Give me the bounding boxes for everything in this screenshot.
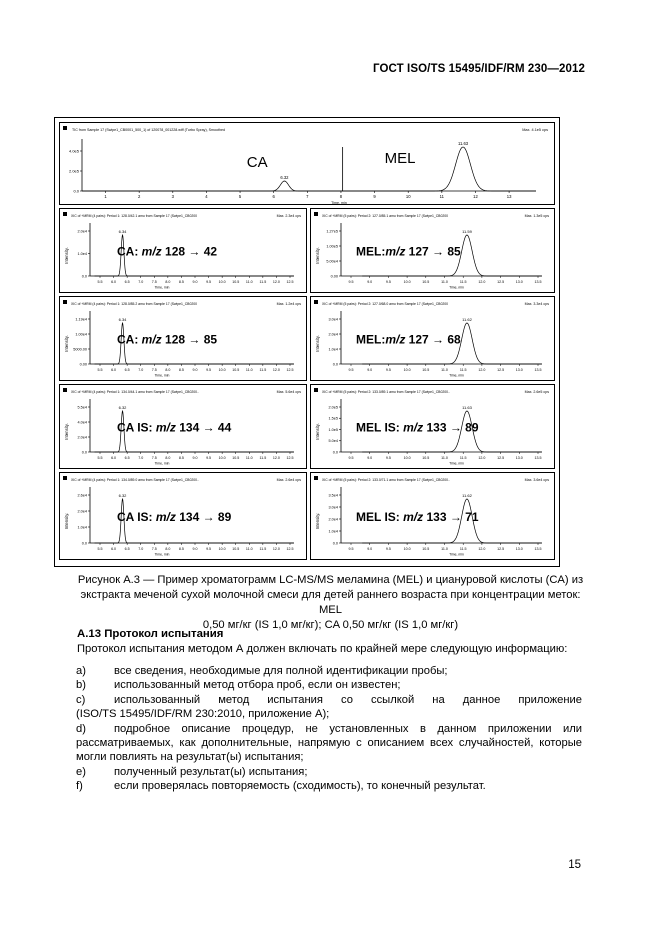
y-tick-label: 5000.00	[73, 347, 87, 352]
transition-label	[356, 421, 479, 435]
x-tick-label: 13.5	[534, 280, 542, 284]
list-item	[76, 664, 582, 678]
x-tick-label: 11.5	[459, 368, 467, 372]
x-tick-label: 12	[473, 194, 478, 199]
x-tick-label: 9.0	[192, 456, 198, 460]
y-tick-label: 5.0e4	[328, 439, 338, 444]
figure-caption	[70, 573, 591, 633]
panel-max: Max. 3.3e4 cps	[524, 302, 549, 306]
x-tick-label: 5.5	[97, 547, 103, 551]
compound-label-mel: MEL	[384, 150, 416, 167]
x-tick-label: 13.0	[515, 280, 523, 284]
x-tick-label: 9.5	[206, 280, 212, 284]
mel-127-68-panel	[310, 296, 555, 381]
y-tick-label: 1.0e4	[328, 347, 338, 352]
peak-label: 6.32	[280, 175, 289, 180]
x-tick-label: 6.5	[124, 280, 130, 284]
x-tick-label: 12.5	[286, 547, 294, 551]
panel-max: Max. 2.3e4 cps	[276, 214, 301, 218]
y-tick-label: 4.0e5	[68, 148, 79, 154]
y-tick-label: 2.0e4	[328, 332, 338, 337]
y-tick-label: 0.00	[79, 362, 87, 367]
y-tick-label: 0.0	[81, 274, 87, 279]
x-tick-label: 10.0	[218, 547, 226, 551]
y-tick-label: 2.6e4	[77, 493, 87, 498]
x-tick-label: 13.5	[534, 368, 542, 372]
y-axis-title: Intensity.	[64, 335, 69, 352]
x-tick-label: 6.5	[124, 456, 130, 460]
x-tick-label: 11.0	[245, 547, 253, 551]
peak-label: 11.62	[462, 493, 472, 498]
x-tick-label: 11.5	[459, 456, 467, 460]
x-tick-label: 4	[205, 194, 208, 199]
x-axis-title: Time, min	[449, 285, 464, 290]
x-tick-label: 10.5	[232, 547, 240, 551]
y-tick-label: 1.00e4	[75, 332, 87, 337]
y-axis-title: Intensity.	[64, 423, 69, 440]
x-tick-label: 6.5	[124, 547, 130, 551]
transition-ions: 133 → 89	[423, 420, 479, 435]
peak-label: 6.32	[118, 405, 127, 410]
ca-is-134-89-panel	[59, 472, 307, 560]
panel-marker	[63, 300, 67, 304]
x-axis-title: Time, min	[154, 552, 170, 557]
transition-ions: 127 → 68	[405, 332, 461, 347]
caption-line-1: Рисунок А.3 — Пример хроматограмм LC-MS/MS меламина (MEL) и циануровой кислоты (CA) из	[77, 574, 584, 586]
x-tick-label: 8.0	[165, 547, 171, 551]
peak-label: 11.63	[457, 141, 469, 146]
x-tick-label: 8.5	[178, 456, 184, 460]
tic-trace	[82, 147, 536, 191]
y-tick-label: 1.0e5	[328, 427, 338, 432]
x-tick-label: 10.0	[218, 368, 226, 372]
list-item	[76, 693, 582, 707]
list-item-text: полученный результат(ы) испытания;	[114, 765, 308, 778]
chromatogram-figure	[54, 117, 560, 567]
x-tick-label: 3	[171, 194, 174, 199]
x-axis-title: Time, min	[154, 285, 170, 290]
x-tick-label: 11.0	[441, 280, 448, 284]
y-tick-label: 1.0e4	[328, 529, 338, 534]
y-tick-label: 0.0	[81, 541, 87, 546]
panel-marker	[63, 212, 67, 216]
x-tick-label: 6.0	[111, 547, 117, 551]
y-tick-label: 4.0e4	[77, 420, 87, 425]
transition-label	[117, 245, 217, 259]
transition-mz: m/z	[403, 420, 424, 435]
tic-chromatogram-svg	[60, 123, 554, 204]
x-tick-label: 2	[137, 194, 141, 199]
x-tick-label: 12.0	[272, 547, 280, 551]
list-item-continuation	[76, 707, 582, 721]
x-tick-label: 11.5	[259, 368, 267, 372]
list-item	[76, 722, 582, 736]
transition-species: CA IS:	[117, 510, 156, 524]
x-tick-label: 5.5	[97, 368, 103, 372]
caption-line-2: экстракта меченой сухой молочной смеси для детей раннего возраста при концентрации меток: MEL	[80, 589, 581, 616]
x-tick-label: 9.5	[385, 368, 391, 372]
transition-species: MEL IS:	[356, 510, 404, 524]
x-tick-label: 12.0	[272, 456, 280, 460]
y-axis-title: Intensity.	[315, 512, 320, 530]
x-tick-label: 11.0	[245, 456, 253, 460]
ca-128-85-panel	[59, 296, 307, 381]
panel-marker	[63, 388, 67, 392]
peak-label: 11.59	[462, 229, 472, 234]
list-item-label: e)	[76, 765, 86, 778]
x-tick-label: 10.0	[403, 547, 411, 551]
ca-128-42-panel	[59, 208, 307, 293]
x-tick-label: 9.5	[385, 280, 391, 284]
x-tick-label: 12.0	[478, 456, 486, 460]
panel-marker	[314, 300, 318, 304]
transition-label	[117, 510, 232, 524]
x-tick-label: 11.0	[441, 456, 448, 460]
xic-chromatogram-svg	[311, 385, 554, 468]
page-number: 15	[568, 859, 581, 871]
x-tick-label: 10.5	[422, 456, 430, 460]
panel-marker	[314, 388, 318, 392]
transition-ions: 128 → 42	[161, 244, 218, 259]
x-tick-label: 11.5	[259, 280, 267, 284]
panel-title: XIC of +MRM (5 pairs): Period 2: 133.0/71.1 amu from Sample 17 (Swipe1_CB0200..	[322, 478, 450, 482]
list-item-label: f)	[76, 780, 83, 793]
x-tick-label: 13.5	[534, 547, 542, 551]
x-tick-label: 12.5	[497, 368, 505, 372]
transition-ions: 134 → 44	[175, 420, 232, 435]
x-tick-label: 10.5	[422, 280, 430, 284]
x-tick-label: 7.0	[138, 547, 144, 551]
panel-max: Max. 3.6e4 cps	[524, 478, 549, 482]
y-tick-label: 1.19e4	[75, 317, 87, 322]
x-axis-title: Time, min	[449, 552, 464, 557]
panel-max: Max. 1.2e4 cps	[276, 302, 301, 306]
peak-label: 11.62	[462, 317, 472, 322]
x-axis-title: Time, min	[154, 373, 170, 378]
list-item-label: c)	[76, 693, 86, 706]
x-tick-label: 9.0	[192, 368, 198, 372]
mel-is-133-89-panel	[310, 384, 555, 469]
y-tick-label: 0.0	[332, 450, 338, 455]
x-tick-label: 9.5	[206, 368, 212, 372]
panel-marker	[314, 212, 318, 216]
panel-title: XIC of +MRM (4 pairs): Period 1: 134.0/44.1 amu from Sample 17 (Swipe1_CB0200..	[71, 390, 199, 394]
report-requirements-list	[76, 664, 582, 794]
transition-ions: 127 → 85	[405, 244, 461, 259]
x-tick-label: 7.5	[151, 368, 157, 372]
list-item-text: рассматриваемых, как дополнительные, напрямую с описанием всех случайностей, которые могли повлиять на результат(ы) испытания;	[76, 737, 582, 764]
x-tick-label: 11.5	[259, 456, 267, 460]
x-tick-label: 11	[439, 194, 445, 199]
y-tick-label: 0.0	[73, 188, 79, 194]
panel-max: Max. 2.6e5 cps	[524, 390, 549, 394]
x-tick-label: 6.0	[111, 280, 117, 284]
y-tick-label: 3.0e4	[328, 505, 338, 510]
list-item	[76, 765, 582, 779]
xic-chromatogram-svg	[311, 297, 554, 380]
compound-label-ca: CA	[246, 154, 268, 171]
transition-species: CA:	[117, 332, 142, 347]
x-tick-label: 8.5	[178, 280, 184, 284]
y-axis-title: Intensity.	[315, 335, 320, 352]
transition-label	[117, 333, 217, 347]
y-tick-label: 1.0e4	[77, 251, 87, 256]
x-tick-label: 11.5	[459, 547, 467, 551]
xic-chromatogram-svg	[60, 209, 306, 292]
y-tick-label: 0.00	[330, 274, 338, 279]
x-tick-label: 8.5	[178, 368, 184, 372]
x-tick-label: 10	[405, 194, 411, 199]
x-tick-label: 8.0	[165, 368, 171, 372]
x-tick-label: 9.0	[192, 547, 198, 551]
x-tick-label: 10.0	[403, 456, 411, 460]
y-tick-label: 2.0e4	[77, 229, 87, 234]
x-axis-title: Time, min	[449, 373, 464, 378]
transition-species: CA IS:	[117, 420, 156, 435]
transition-label	[356, 245, 461, 259]
x-tick-label: 11.5	[259, 547, 267, 551]
x-tick-label: 7.5	[151, 547, 157, 551]
x-tick-label: 8.0	[165, 280, 171, 284]
y-tick-label: 0.0	[332, 362, 338, 367]
x-tick-label: 13	[506, 194, 512, 199]
x-tick-label: 6.0	[111, 368, 117, 372]
list-item-text: использованный метод отбора проб, если он известен;	[114, 679, 401, 692]
x-tick-label: 11.5	[459, 280, 467, 284]
x-tick-label: 12.0	[478, 547, 486, 551]
x-tick-label: 10.5	[232, 456, 240, 460]
panel-title: XIC of +MRM (5 pairs): Period 2: 127.0/68.0 amu from Sample 17 (Swipe1_CB0200	[322, 302, 448, 306]
x-tick-label: 5	[238, 194, 242, 199]
x-tick-label: 8.0	[165, 456, 171, 460]
panel-marker	[63, 126, 67, 130]
panel-max: Max. 2.6e4 cps	[276, 478, 301, 482]
x-tick-label: 12.5	[286, 456, 294, 460]
y-tick-label: 2.0e5	[68, 168, 79, 174]
x-tick-label: 11.0	[245, 280, 253, 284]
x-axis-title: Time, min	[449, 461, 464, 466]
x-tick-label: 9.5	[206, 456, 212, 460]
x-tick-label: 9.0	[367, 456, 373, 460]
x-tick-label: 6	[272, 194, 275, 199]
x-tick-label: 9.5	[348, 368, 354, 372]
y-tick-label: 0.0	[81, 450, 87, 455]
transition-mz: m/z	[385, 332, 406, 347]
x-tick-label: 6.5	[124, 368, 130, 372]
y-axis-title: Intensity.	[315, 423, 320, 440]
x-tick-label: 11.0	[441, 547, 448, 551]
x-tick-label: 9	[373, 194, 376, 199]
x-tick-label: 5.5	[97, 280, 103, 284]
list-item-text: все сведения, необходимые для полной идентификации пробы;	[114, 665, 448, 677]
y-tick-label: 2.0e4	[328, 517, 338, 522]
x-tick-label: 8	[339, 194, 343, 199]
list-item	[76, 678, 582, 692]
x-tick-label: 11.0	[245, 368, 253, 372]
ca-is-134-44-panel	[59, 384, 307, 469]
caption-line-3: 0,50 мг/кг (IS 1,0 мг/кг); CA 0,50 мг/кг (IS 1,0 мг/кг)	[202, 619, 459, 631]
x-tick-label: 13.5	[534, 456, 542, 460]
panel-marker	[314, 476, 318, 480]
transition-species: MEL:	[356, 244, 386, 259]
x-tick-label: 10.0	[218, 280, 226, 284]
transition-label	[117, 421, 232, 435]
peak-label: 6.34	[118, 229, 127, 234]
list-item-text: если проверялась повторяемость (сходимость), то конечный результат.	[114, 780, 486, 793]
x-tick-label: 10.0	[403, 280, 411, 284]
x-tick-label: 12.0	[272, 368, 280, 372]
x-tick-label: 12.0	[478, 280, 486, 284]
xic-chromatogram-svg	[311, 473, 554, 559]
transition-mz: m/z	[155, 510, 176, 524]
list-item-label: d)	[76, 722, 86, 735]
panel-title: XIC of +MRM (5 pairs): Period 2: 133.0/89.1 amu from Sample 17 (Swipe1_CB0200..	[322, 390, 450, 394]
peak-label: 11.63	[462, 405, 472, 410]
x-tick-label: 9.5	[206, 547, 212, 551]
mel-127-85-panel	[310, 208, 555, 293]
x-axis-title: Time, min	[154, 461, 170, 466]
list-item-continuation	[76, 736, 582, 765]
transition-label	[356, 510, 479, 524]
section-title: А.13 Протокол испытания	[77, 628, 224, 640]
panel-title: XIC of +MRM (4 pairs): Period 1: 134.0/89.0 amu from Sample 17 (Swipe1_CB0200..	[71, 478, 199, 482]
transition-ions: 134 → 89	[175, 510, 232, 524]
page-header: ГОСТ ISO/TS 15495/IDF/RM 230—2012	[373, 63, 585, 75]
x-tick-label: 9.0	[367, 368, 373, 372]
xic-chromatogram-svg	[60, 297, 306, 380]
panel-max: Max. 1.3e5 cps	[524, 214, 549, 218]
x-tick-label: 11.0	[441, 368, 448, 372]
y-axis-title: Intensity.	[64, 247, 69, 264]
x-tick-label: 12.5	[497, 280, 505, 284]
list-item-text: подробное описание процедур, не установленных в данном приложении или	[114, 722, 582, 735]
x-tick-label: 13.0	[515, 368, 523, 372]
y-tick-label: 1.27e5	[326, 229, 338, 234]
transition-species: MEL IS:	[356, 420, 404, 435]
list-item-label: a)	[76, 665, 86, 677]
x-tick-label: 13.0	[515, 456, 523, 460]
transition-species: CA:	[117, 244, 142, 259]
list-item-label: b)	[76, 679, 86, 692]
y-tick-label: 0.0	[332, 541, 338, 546]
x-tick-label: 9.0	[367, 547, 373, 551]
transition-mz: m/z	[141, 244, 162, 259]
x-tick-label: 9.0	[192, 280, 198, 284]
panel-title: XIC of +MRM (4 pairs): Period 1: 128.0/85.2 amu from Sample 17 (Swipe1_CB0200	[71, 302, 197, 306]
panel-title: XIC of +MRM (5 pairs): Period 2: 127.0/85.1 amu from Sample 17 (Swipe1_CB0200	[322, 214, 448, 218]
x-tick-label: 10.5	[232, 280, 240, 284]
x-axis-title: Time, min	[331, 201, 347, 204]
y-axis-title: Intensity.	[64, 512, 69, 530]
x-tick-label: 9.5	[385, 547, 391, 551]
mel-is-133-71-panel	[310, 472, 555, 560]
x-tick-label: 8.5	[178, 547, 184, 551]
x-tick-label: 10.5	[232, 368, 240, 372]
x-tick-label: 10.0	[403, 368, 411, 372]
x-tick-label: 7.0	[138, 368, 144, 372]
peak-label: 6.32	[118, 493, 127, 498]
xic-chromatogram-svg	[60, 385, 306, 468]
x-tick-label: 5.5	[97, 456, 103, 460]
x-tick-label: 7.0	[138, 456, 144, 460]
x-tick-label: 6.0	[111, 456, 117, 460]
x-tick-label: 10.0	[218, 456, 226, 460]
section-intro: Протокол испытания методом А должен включать по крайней мере следующую информацию:	[77, 643, 568, 655]
x-tick-label: 7.0	[138, 280, 144, 284]
x-tick-label: 9.5	[348, 547, 354, 551]
panel-title: TIC from Sample 17 (Swipe1_CB0001_500_1) of 120078_001228.wiff (Turbo Spray), Smoothed	[72, 128, 226, 132]
y-tick-label: 1.00e5	[326, 244, 338, 249]
x-tick-label: 13.0	[515, 547, 523, 551]
list-item	[76, 779, 582, 793]
x-tick-label: 12.5	[497, 456, 505, 460]
panel-max: Max. 4.1e5 cps	[522, 128, 548, 132]
x-tick-label: 7.5	[151, 456, 157, 460]
xic-chromatogram-svg	[60, 473, 306, 559]
y-tick-label: 1.5e5	[328, 416, 338, 421]
y-tick-label: 1.0e4	[77, 525, 87, 530]
x-tick-label: 9.5	[348, 280, 354, 284]
x-tick-label: 12.5	[497, 547, 505, 551]
transition-label	[356, 333, 461, 347]
transition-species: MEL:	[356, 332, 386, 347]
y-axis-title: Intensity.	[315, 247, 320, 264]
y-tick-label: 5.5e4	[77, 405, 87, 410]
x-tick-label: 9.0	[367, 280, 373, 284]
transition-mz: m/z	[141, 332, 162, 347]
x-tick-label: 9.5	[348, 456, 354, 460]
y-tick-label: 3.0e4	[328, 317, 338, 322]
y-tick-label: 3.5e4	[328, 493, 338, 498]
xic-chromatogram-svg	[311, 209, 554, 292]
x-tick-label: 12.0	[272, 280, 280, 284]
tic-chromatogram-panel	[59, 122, 555, 205]
x-tick-label: 7.5	[151, 280, 157, 284]
list-item-text: (ISO/TS 15495/IDF/RM 230:2010, приложение А);	[76, 708, 330, 721]
peak-label: 6.34	[118, 317, 127, 322]
x-tick-label: 12.5	[286, 280, 294, 284]
panel-title: XIC of +MRM (4 pairs): Period 1: 128.0/42.1 amu from Sample 17 (Swipe1_CB0200	[71, 214, 197, 218]
x-tick-label: 7	[306, 194, 309, 199]
x-tick-label: 12.5	[286, 368, 294, 372]
y-tick-label: 2.0e5	[328, 405, 338, 410]
transition-ions: 133 → 71	[423, 510, 479, 524]
list-item-text: использованный метод испытания со ссылкой на данное приложение	[114, 693, 582, 706]
x-tick-label: 9.5	[385, 456, 391, 460]
y-tick-label: 5.00e4	[326, 259, 338, 264]
transition-mz: m/z	[403, 510, 424, 524]
panel-max: Max. 5.6e4 cps	[276, 390, 301, 394]
transition-mz: m/z	[155, 420, 176, 435]
y-tick-label: 2.0e4	[77, 509, 87, 514]
y-tick-label: 2.0e4	[77, 435, 87, 440]
x-tick-label: 12.0	[478, 368, 486, 372]
transition-mz: m/z	[385, 244, 406, 259]
transition-ions: 128 → 85	[161, 332, 218, 347]
x-tick-label: 10.5	[422, 368, 430, 372]
x-tick-label: 1	[104, 194, 107, 199]
panel-marker	[63, 476, 67, 480]
x-tick-label: 10.5	[422, 547, 430, 551]
